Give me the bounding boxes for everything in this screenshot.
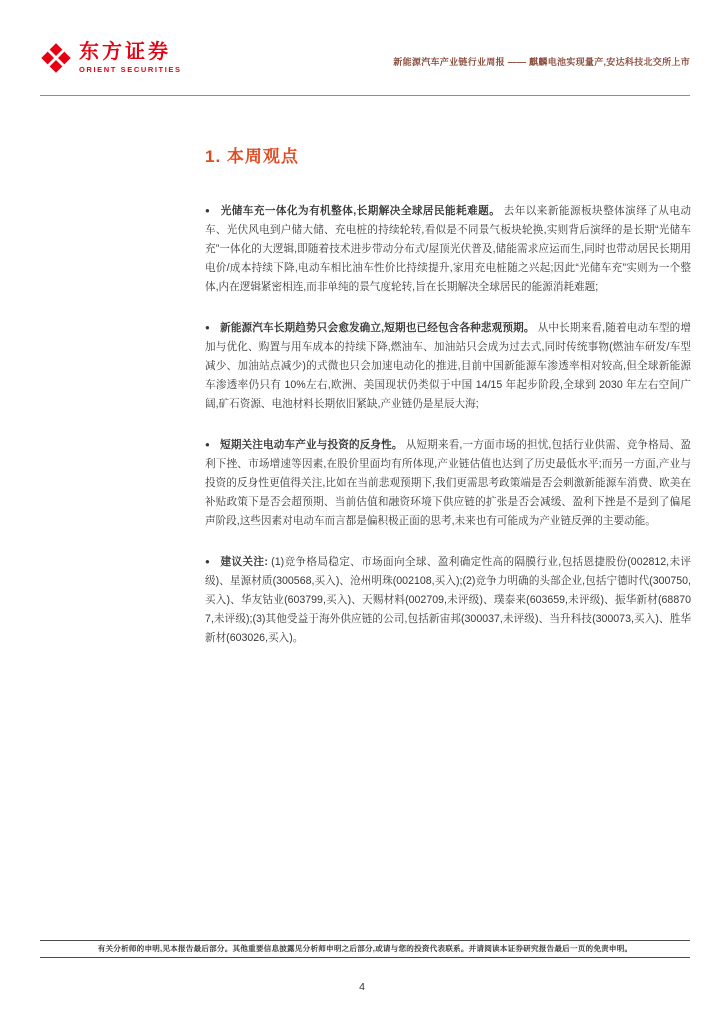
paragraph-lead: 光储车充一体化为有机整体,长期解决全球居民能耗难题。 — [220, 205, 501, 217]
paragraph-body: (1)竞争格局稳定、市场面向全球、盈利确定性高的隔膜行业,包括恩捷股份(002812,未评级)、星源材质(300568,买入)、沧州明珠(002108,买入);(2)竞争力明确的头部企业,包括宁德时代(300750,买入)、华友钴业(603799,买入)、天赐材料(002709,未评级)、璞泰来(603659,未评级)、振华新材(688707,未评级);(3)其他受益于海外供应链的公司,包括新宙邦(300037,未评级)、当升科技(300073,买入)、胜华新材(603026,买入)。 — [205, 556, 692, 644]
bullet-icon: ● — [205, 557, 211, 566]
footer-divider-bottom — [40, 957, 690, 958]
logo-diamond-icon — [40, 42, 72, 74]
weekly-view-paragraph-3 — [205, 435, 691, 531]
brand-text — [79, 42, 182, 74]
brand-name-en: ORIENT SECURITIES — [79, 65, 182, 75]
paragraph-lead: 新能源汽车长期趋势只会愈发确立,短期也已经包含各种悲观预期。 — [220, 322, 535, 334]
weekly-view-paragraph-4 — [205, 552, 691, 648]
footer-divider-top — [40, 940, 690, 941]
paragraph-body: 去年以来新能源板块整体演绎了从电动车、光伏风电到户储大储、充电桩的持续轮转,看似是不同景气板块轮换,实则背后演绎的是长期“光储车充”一体化的大逻辑,即随着技术进步带动分布式/屋顶光伏普及,储能需求应运而生,同时也带动居民长期用电价/成本持续下降,电动车相比油车性价比持续提升,家用充电桩随之兴起;因此“光储车充”实则为一个整体,内在逻辑紧密相连,而非单纯的景气度轮转,旨在长期解决全球居民的能源消耗难题; — [205, 205, 692, 293]
page-number: 4 — [359, 981, 365, 993]
brand-name-cn: 东方证券 — [79, 41, 171, 64]
paragraph-body: 从短期来看,一方面市场的担忧,包括行业供需、竞争格局、盈利下挫、市场增速等因素,在股价里面均有所体现,产业链估值也达到了历史最低水平;而另一方面,产业与投资的反身性更值得关注,比如在当前悲观预期下,我们更需思考政策端是否会刺激新能源车消费、欧美在补贴政策下是否会超预期、当前估值和融资环境下供应链的扩张是否会减缓、盈利下挫是不是到了偏尾声阶段,这些因素对电动车而言都是偏积极正面的思考,未来也有可能成为产业链反弹的主要动能。 — [205, 439, 691, 527]
section-title: 1. 本周观点 — [205, 147, 299, 166]
bullet-icon: ● — [205, 206, 211, 215]
orient-securities-logo — [40, 42, 182, 74]
header-divider — [40, 95, 690, 96]
page-header — [40, 42, 690, 74]
paragraph-lead: 短期关注电动车产业与投资的反身性。 — [220, 439, 403, 451]
weekly-view-paragraph-2 — [205, 318, 691, 414]
report-body — [205, 142, 691, 669]
paragraph-lead: 建议关注: — [220, 556, 268, 568]
disclaimer-text: 有关分析师的申明,见本报告最后部分。其他重要信息披露见分析师申明之后部分,或请与您的投资代表联系。并请阅读本证券研究报告最后一页的免责申明。 — [97, 944, 633, 953]
report-title: 新能源汽车产业链行业周报 —— 麒麟电池实现量产,安达科技北交所上市 — [393, 57, 690, 67]
bullet-icon: ● — [205, 323, 210, 332]
bullet-icon: ● — [205, 440, 210, 449]
paragraph-body: 从中长期来看,随着电动车型的增加与优化、购置与用车成本的持续下降,燃油车、加油站只会成为过去式,同时传统事物(燃油车研发/车型减少、加油站点减少)的式微也只会加速电动化的推进,目前中国新能源车渗透率相对较高,但全球新能源车渗透率仍只有 10%左右,欧洲、美国现状仍类似于中国 14/15 年起步阶段,全球到 2030 年左右空间广阔,矿石资源、电池材料长期依旧紧缺,产业链仍是星辰大海; — [205, 322, 691, 410]
weekly-view-paragraph-1 — [205, 201, 691, 297]
